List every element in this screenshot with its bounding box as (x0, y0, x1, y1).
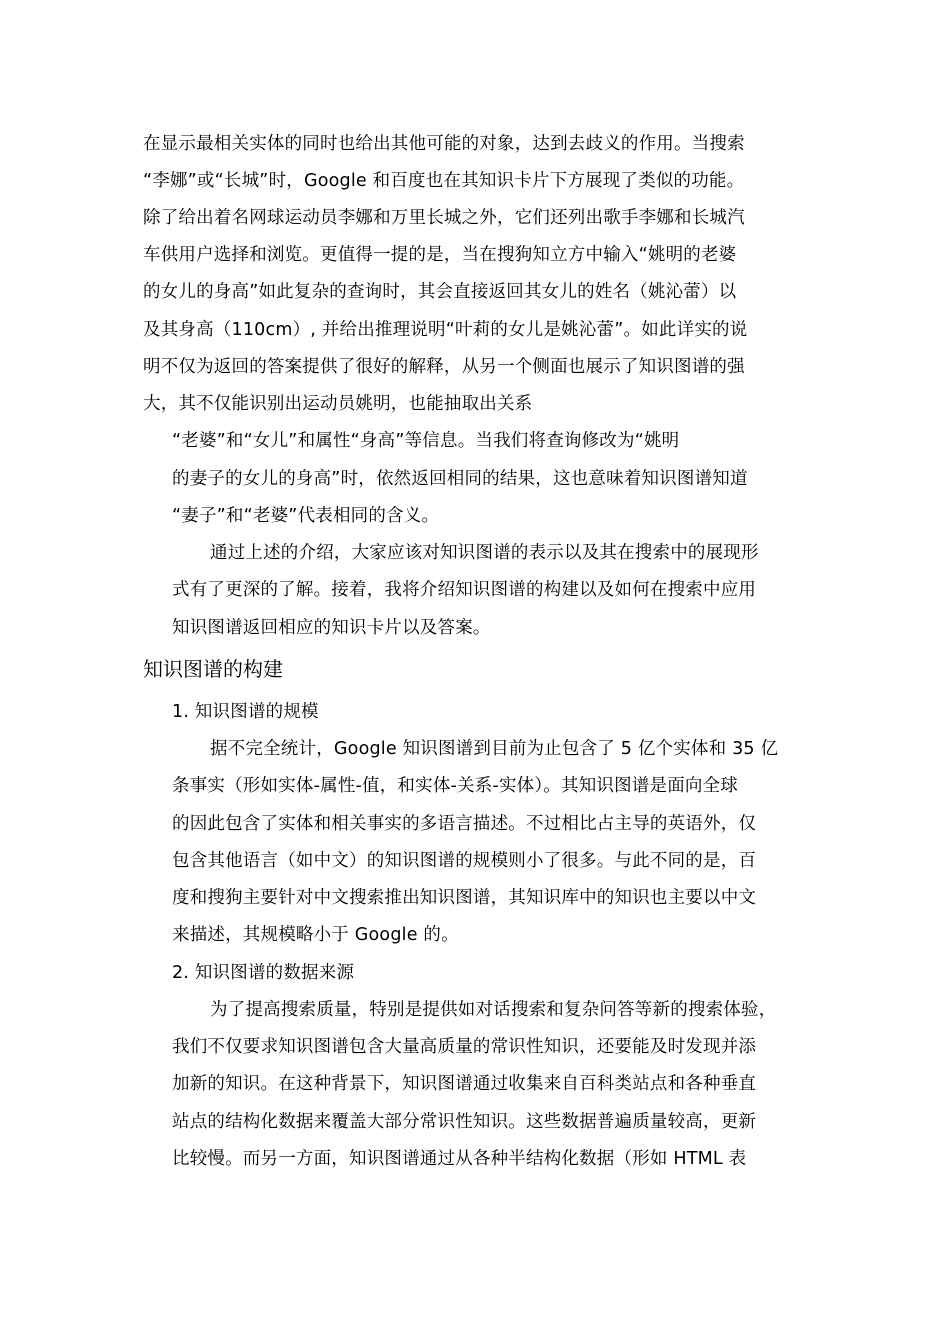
text-line: “李娜”或“长城”时，Google 和百度也在其知识卡片下方展现了类似的功能。 (143, 171, 745, 191)
text-line: 大，其不仅能识别出运动员姚明，也能抽取出关系 (143, 394, 533, 414)
text-line: 比较慢。而另一方面，知识图谱通过从各种半结构化数据（形如 HTML 表 (172, 1149, 747, 1169)
text-line: 加新的知识。在这种背景下，知识图谱通过收集来自百科类站点和各种垂直 (172, 1074, 757, 1094)
text-line: 条事实（形如实体-属性-值，和实体-关系-实体）。其知识图谱是面向全球 (172, 776, 739, 796)
text-line: 我们不仅要求知识图谱包含大量高质量的常识性知识，还要能及时发现并添 (172, 1037, 757, 1057)
text-line: 包含其他语言（如中文）的知识图谱的规模则小了很多。与此不同的是，百 (172, 851, 757, 871)
subsection-title: 2. 知识图谱的数据来源 (172, 963, 355, 983)
text-line: 知识图谱返回相应的知识卡片以及答案。 (172, 618, 491, 638)
text-line: 明不仅为返回的答案提供了很好的解释，从另一个侧面也展示了知识图谱的强 (143, 357, 745, 377)
text-line: 在显示最相关实体的同时也给出其他可能的对象，达到去歧义的作用。当搜索 (143, 134, 745, 154)
text-line: “妻子”和“老婆”代表相同的含义。 (172, 506, 440, 526)
text-line: 式有了更深的了解。接着，我将介绍知识图谱的构建以及如何在搜索中应用 (172, 580, 757, 600)
text-line: 的女儿的身高”如此复杂的查询时，其会直接返回其女儿的姓名（姚沁蕾）以 (143, 282, 737, 302)
text-line: 为了提高搜索质量，特别是提供如对话搜索和复杂问答等新的搜索体验， (210, 1000, 777, 1020)
text-line: 除了给出着名网球运动员李娜和万里长城之外，它们还列出歌手李娜和长城汽 (143, 208, 745, 228)
text-line: “老婆”和“女儿”和属性“身高”等信息。当我们将查询修改为“姚明 (172, 431, 680, 451)
text-line: 的妻子的女儿的身高”时，依然返回相同的结果，这也意味着知识图谱知道 (172, 469, 748, 489)
text-line: 据不完全统计，Google 知识图谱到目前为止包含了 5 亿个实体和 35 亿 (210, 739, 779, 759)
text-line: 的因此包含了实体和相关事实的多语言描述。不过相比占主导的英语外，仅 (172, 814, 757, 834)
text-line: 通过上述的介绍，大家应该对知识图谱的表示以及其在搜索中的展现形 (210, 543, 759, 563)
text-line: 站点的结构化数据来覆盖大部分常识性知识。这些数据普遍质量较高，更新 (172, 1112, 757, 1132)
section-heading: 知识图谱的构建 (143, 657, 283, 681)
text-line: 度和搜狗主要针对中文搜索推出知识图谱，其知识库中的知识也主要以中文 (172, 888, 757, 908)
subsection-title: 1. 知识图谱的规模 (172, 702, 319, 722)
text-line: 来描述，其规模略小于 Google 的。 (172, 925, 459, 945)
text-line: 及其身高（110cm）, 并给出推理说明“叶莉的女儿是姚沁蕾”。如此详实的说 (143, 320, 748, 340)
text-line: 车供用户选择和浏览。更值得一提的是，当在搜狗知立方中输入“姚明的老婆 (143, 245, 737, 265)
